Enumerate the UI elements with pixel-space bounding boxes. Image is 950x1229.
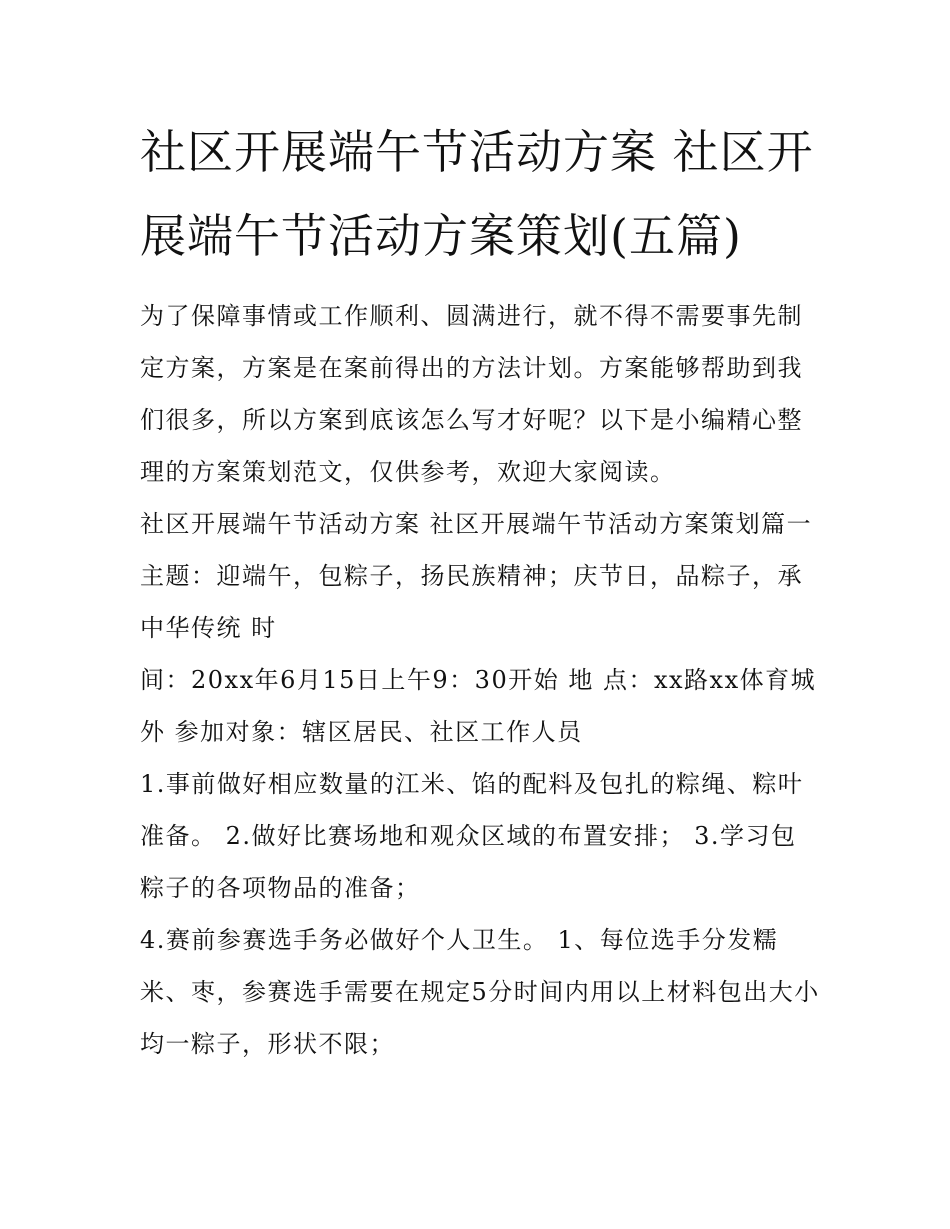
time-location-paragraph: 间：20xx年6月15日上午9：30开始 地 点：xx路xx体育城外 参加对象：辖区居民、社区工作人员 — [140, 666, 817, 746]
document-title: 社区开展端午节活动方案 社区开展端午节活动方案策划(五篇) — [140, 125, 814, 263]
theme-paragraph: 主题：迎端午，包粽子，扬民族精神；庆节日，品粽子，承中华传统 时 — [140, 562, 803, 642]
document-body — [140, 110, 820, 1070]
title-spacer — [140, 278, 820, 290]
section-heading: 社区开展端午节活动方案 社区开展端午节活动方案策划篇一 — [140, 510, 813, 538]
preparation-paragraph: 1.事前做好相应数量的江米、馅的配料及包扎的粽绳、粽叶准备。 2.做好比赛场地和观众区域的布置安排； 3.学习包粽子的各项物品的准备； — [140, 770, 804, 902]
intro-paragraph: 为了保障事情或工作顺利、圆满进行，就不得不需要事先制定方案，方案是在案前得出的方法计划。方案能够帮助到我们很多，所以方案到底该怎么写才好呢？以下是小编精心整理的方案策划范文，仅供参考，欢迎大家阅读。 — [140, 302, 803, 486]
rules-paragraph: 4.赛前参赛选手务必做好个人卫生。 1、每位选手分发糯米、枣，参赛选手需要在规定5分时间内用以上材料包出大小均一粽子，形状不限； — [140, 926, 820, 1058]
